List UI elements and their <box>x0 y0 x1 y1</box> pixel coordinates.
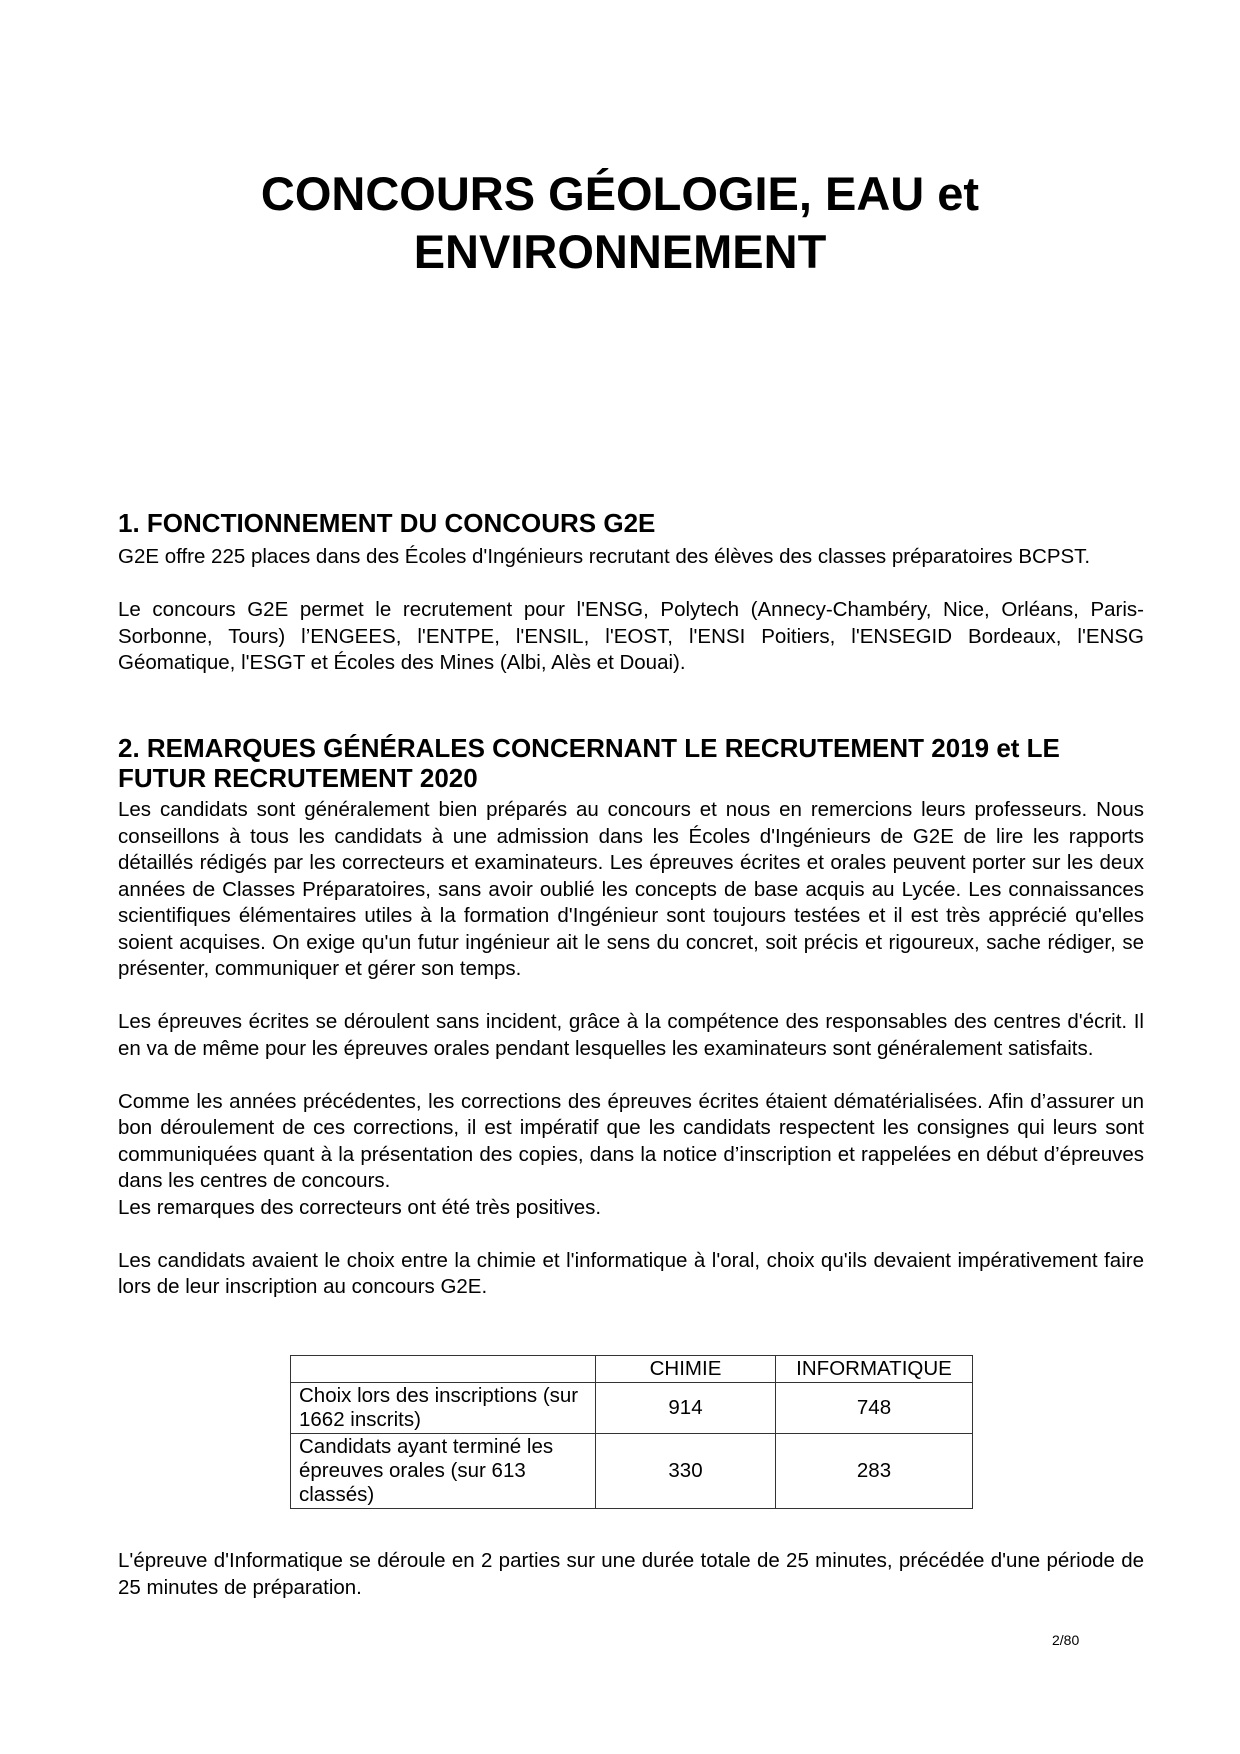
table-header-informatique: INFORMATIQUE <box>776 1356 973 1383</box>
paragraph: Les candidats sont généralement bien préparés au concours et nous en remercions leurs professeurs. Nous conseillons à tous les candidats à une admission dans les Écoles d'Ingénieurs de G2E de lire les rapports détaillés rédigés par les correcteurs et examinateurs. Les épreuves écrites et orales peuvent porter sur les deux années de Classes Préparatoires, sans avoir oublié les concepts de base acquis au Lycée. Les connaissances scientifiques élémentaires utiles à la formation d'Ingénieur sont toujours testées et il est très apprécié qu'elles soient acquises. On exige qu'un futur ingénieur ait le sens du concret, soit précis et rigoureux, sache rédiger, se présenter, communiquer et gérer son temps. <box>118 798 1144 980</box>
chimie-value: 330 <box>596 1434 776 1509</box>
paragraph: Comme les années précédentes, les corrections des épreuves écrites étaient dématérialisées. Afin d’assurer un bon déroulement de ces corrections, il est impératif que les candidats respectent les consignes qui leurs sont communiquées quant à la présentation des copies, dans la notice d’inscription et rappelées en début d’épreuves dans les centres de concours. <box>118 1089 1144 1192</box>
section-2-heading: 2. REMARQUES GÉNÉRALES CONCERNANT LE RECRUTEMENT 2019 et LE FUTUR RECRUTEMENT 2020 <box>118 733 1060 793</box>
table-row <box>291 1383 973 1434</box>
title-line-2: ENVIRONNEMENT <box>413 225 827 278</box>
table-row <box>291 1434 973 1509</box>
paragraph: G2E offre 225 places dans des Écoles d'Ingénieurs recrutant des élèves des classes préparatoires BCPST. <box>118 545 1091 568</box>
informatique-value: 283 <box>776 1434 973 1509</box>
paragraph: Les remarques des correcteurs ont été très positives. <box>118 1195 602 1219</box>
document-title <box>0 165 1240 281</box>
paragraph: L'épreuve d'Informatique se déroule en 2 parties sur une durée totale de 25 minutes, précédée d'une période de 25 minutes de préparation. <box>118 1549 1144 1599</box>
oral-choice-table <box>290 1355 973 1509</box>
title-line-1: CONCOURS GÉOLOGIE, EAU et <box>260 167 980 220</box>
paragraph: Les candidats avaient le choix entre la chimie et l'informatique à l'oral, choix qu'ils devaient impérativement faire lors de leur inscription au concours G2E. <box>118 1248 1144 1298</box>
paragraph: Les épreuves écrites se déroulent sans incident, grâce à la compétence des responsables des centres d'écrit. Il en va de même pour les épreuves orales pendant lesquelles les examinateurs sont généralement satisfaits. <box>118 1010 1144 1060</box>
table-header-empty <box>291 1356 596 1383</box>
paragraph: Le concours G2E permet le recrutement pour l'ENSG, Polytech (Annecy-Chambéry, Nice, Orléans, Paris-Sorbonne, Tours) l’ENGEES, l'ENTPE, l'ENSIL, l'EOST, l'ENSI Poitiers, l'ENSEGID Bordeaux, l'ENSG Géomatique, l'ESGT et Écoles des Mines (Albi, Alès et Douai). <box>118 598 1144 674</box>
section-2 <box>118 733 1144 1301</box>
informatique-value: 748 <box>776 1383 973 1434</box>
section-1-heading: 1. FONCTIONNEMENT DU CONCOURS G2E <box>118 508 656 538</box>
table-header-chimie: CHIMIE <box>596 1356 776 1383</box>
table-header-row <box>291 1356 973 1383</box>
chimie-value: 914 <box>596 1383 776 1434</box>
page-number: 2/80 <box>1052 1632 1080 1648</box>
row-label: Candidats ayant terminé les épreuves orales (sur 613 classés) <box>291 1434 596 1509</box>
row-label: Choix lors des inscriptions (sur 1662 inscrits) <box>291 1383 596 1434</box>
section-1 <box>118 508 1144 677</box>
final-section <box>118 1548 1144 1601</box>
